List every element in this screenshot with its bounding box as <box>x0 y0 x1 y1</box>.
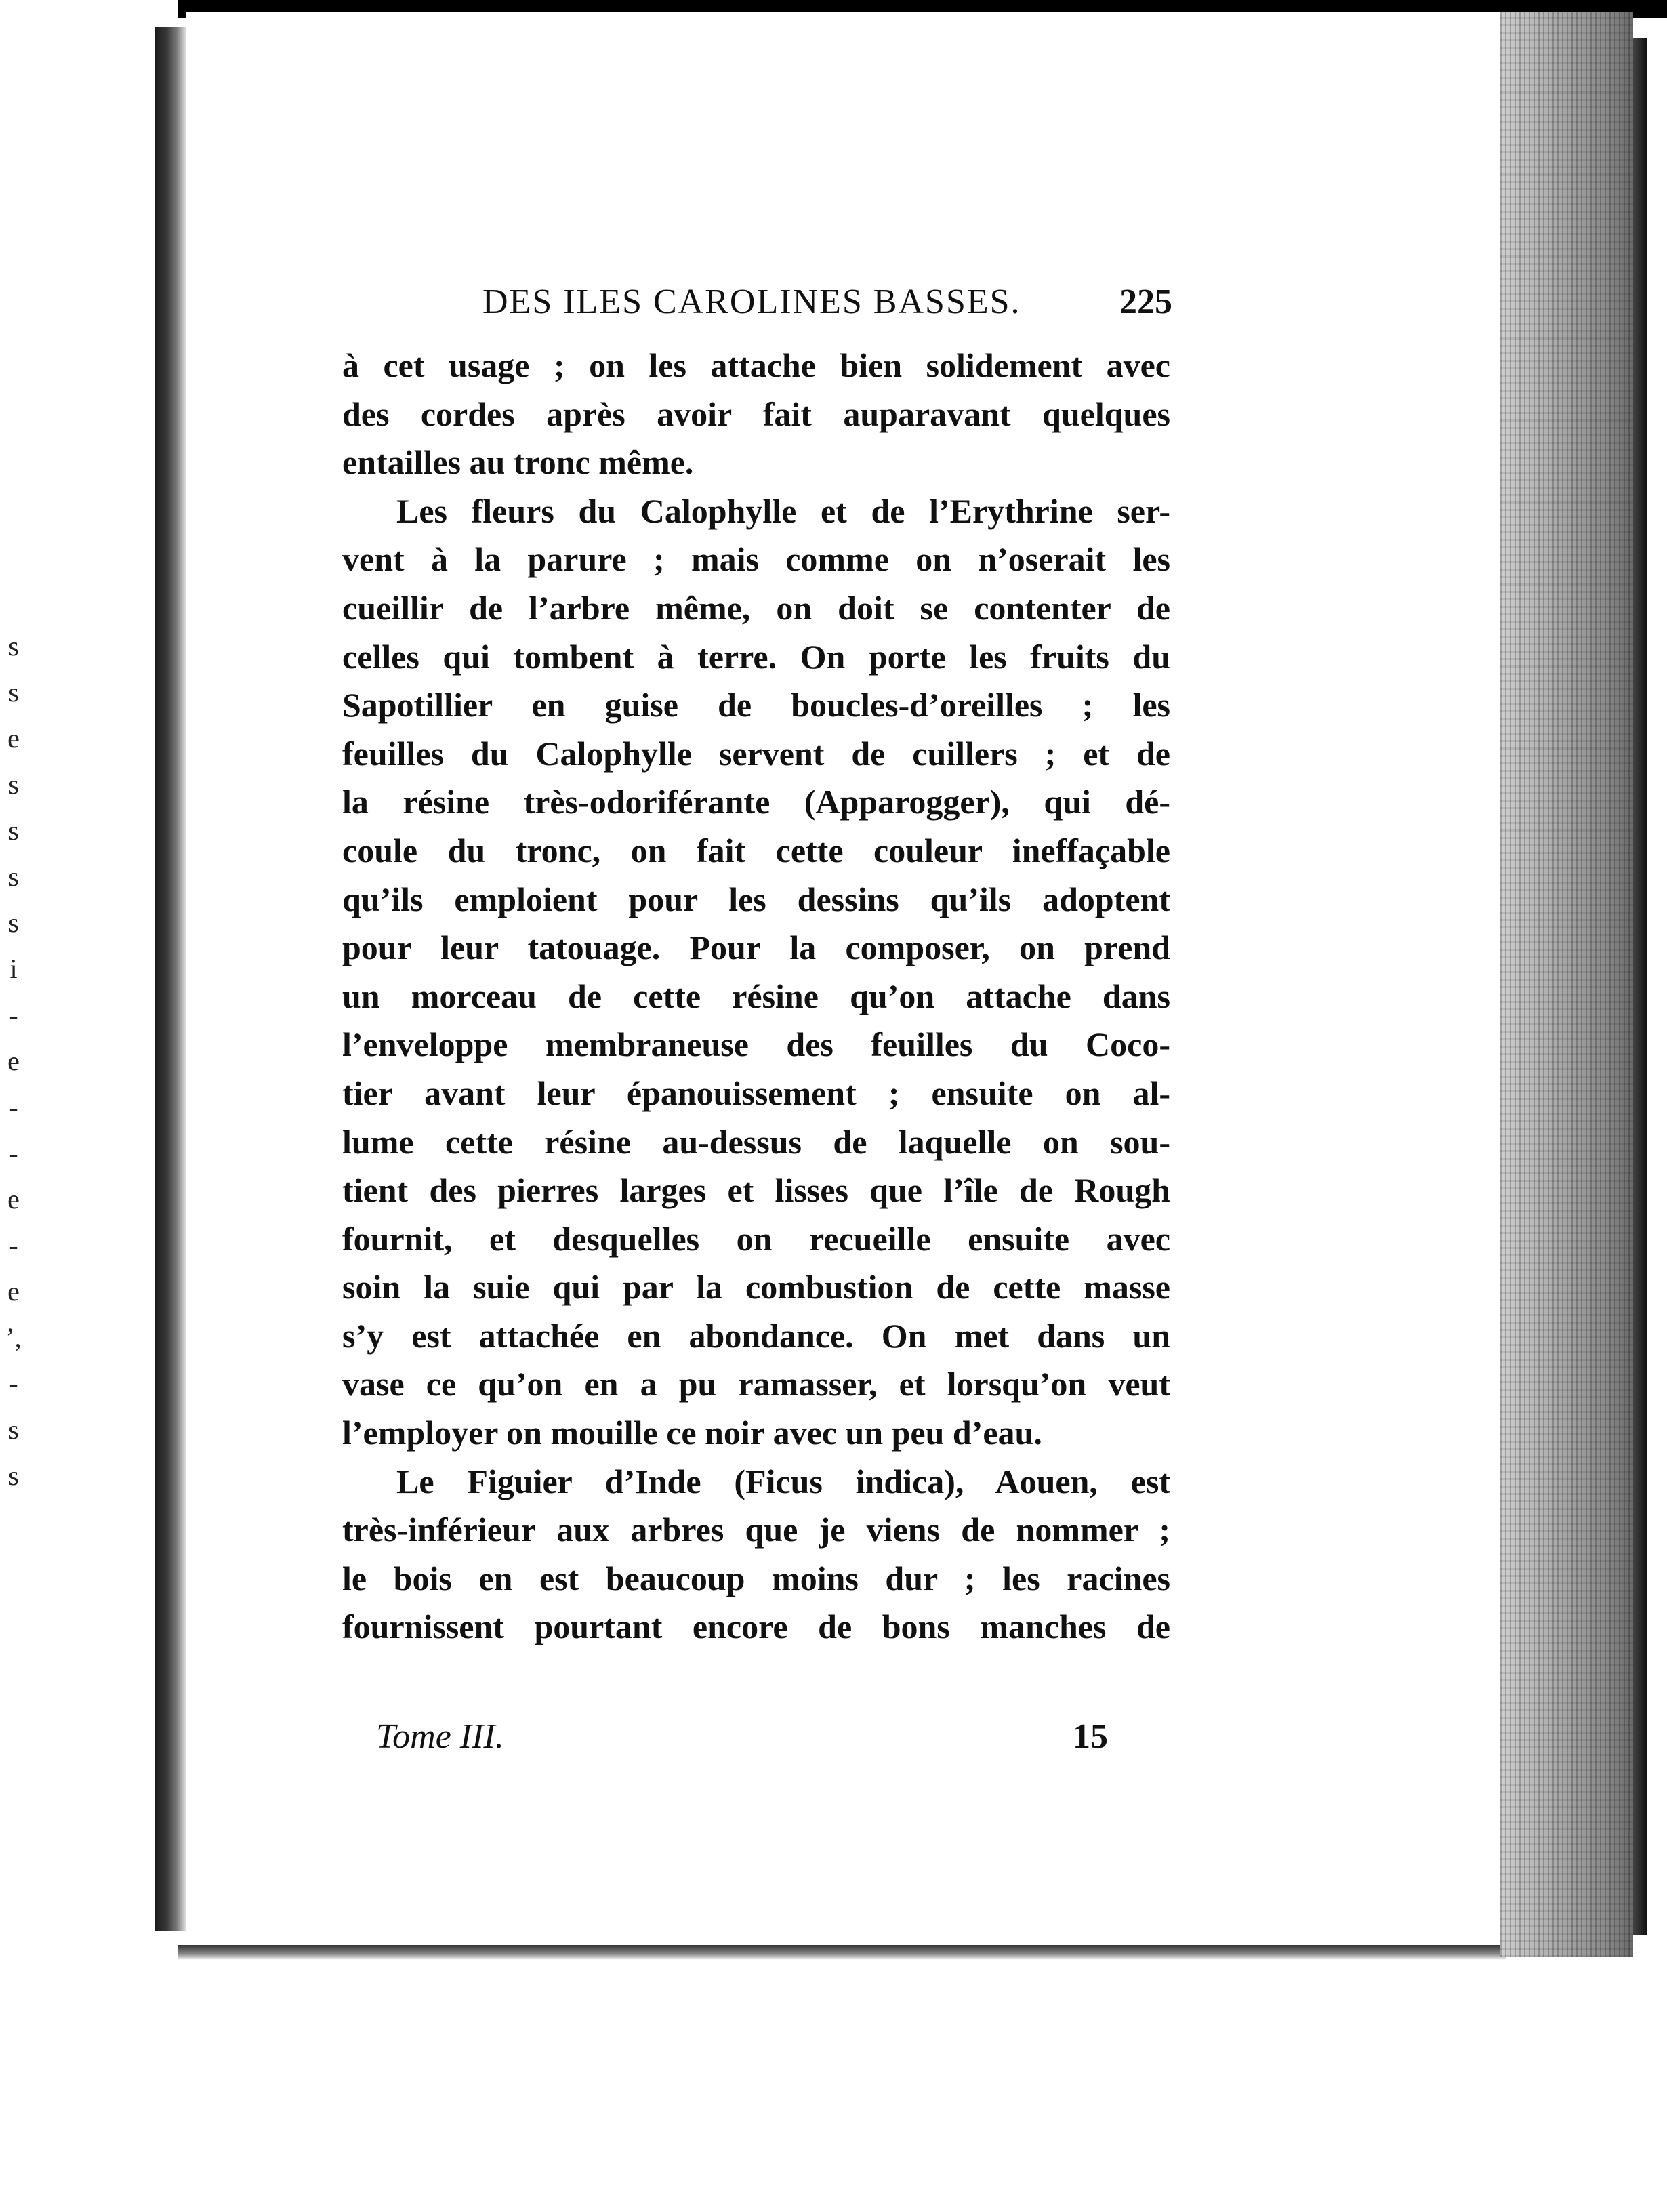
text-line: l’enveloppe membraneuse des feuilles du Coco- <box>342 1025 1170 1064</box>
page-footer <box>376 1717 1108 1764</box>
facing-page-glyph: s <box>8 631 19 661</box>
text-line: lume cette résine au-dessus de laquelle on sou- <box>342 1122 1170 1161</box>
facing-page-glyph: s <box>8 815 19 846</box>
text-line: Le Figuier d’Inde (Ficus indica), Aouen, est <box>396 1462 1170 1500</box>
facing-page-glyph: s <box>8 769 19 800</box>
text-line: tient des pierres larges et lisses que l’île de Rough <box>342 1171 1170 1210</box>
facing-page-glyph: - <box>9 1000 18 1030</box>
facing-page-glyph: - <box>9 1368 18 1399</box>
facing-page-glyph: s <box>8 1460 19 1491</box>
text-line: soin la suie qui par la combustion de cette masse <box>342 1268 1170 1307</box>
scan-right-border <box>1633 38 1647 1936</box>
text-line: le bois en est beaucoup moins dur ; les racines <box>342 1559 1170 1597</box>
text-line: coule du tronc, on fait cette couleur ineffaçable <box>342 831 1170 869</box>
facing-page-glyph: s <box>8 907 19 938</box>
facing-page-glyph: s <box>8 861 19 892</box>
body-text <box>342 342 1170 1652</box>
text-line: l’employer on mouille ce noir avec un peu d’eau. <box>342 1414 1042 1452</box>
text-line: Sapotillier en guise de boucles-d’oreilles ; les <box>342 686 1170 724</box>
running-head: DES ILES CAROLINES BASSES. <box>482 283 1021 321</box>
text-line: Les fleurs du Calophylle et de l’Erythrine ser- <box>396 491 1170 530</box>
text-line: celles qui tombent à terre. On porte les fruits du <box>342 637 1170 676</box>
facing-page-line-endings <box>0 623 27 1499</box>
page-fore-edge <box>1500 12 1633 1957</box>
gathering-number: 15 <box>1073 1717 1108 1756</box>
text-line: entailles au tronc même. <box>342 443 694 482</box>
text-line: fournissent pourtant encore de bons manches de <box>342 1607 1170 1646</box>
facing-page-glyph: s <box>8 677 19 708</box>
facing-page-glyph: - <box>9 1230 18 1261</box>
text-line: un morceau de cette résine qu’on attache dans <box>342 977 1170 1015</box>
text-line: très-inférieur aux arbres que je viens de nommer ; <box>342 1511 1170 1549</box>
text-line: des cordes après avoir fait auparavant quelques <box>342 394 1170 433</box>
text-line: pour leur tatouage. Pour la composer, on prend <box>342 928 1170 967</box>
text-line: vent à la parure ; mais comme on n’oserait les <box>342 540 1170 579</box>
page-bottom-shadow <box>178 1945 1506 1960</box>
facing-page-glyph: s <box>8 1414 19 1445</box>
facing-page-glyph: - <box>9 1092 18 1122</box>
facing-page-edge <box>0 0 178 2212</box>
page-header <box>482 282 1172 325</box>
facing-page-glyph: e <box>7 1046 20 1076</box>
page-number: 225 <box>1119 283 1172 321</box>
text-line: cueillir de l’arbre même, on doit se contenter de <box>342 588 1170 627</box>
facing-page-glyph: e <box>7 1184 20 1214</box>
book-gutter <box>155 27 186 1931</box>
text-line: feuilles du Calophylle servent de cuillers ; et de <box>342 734 1170 773</box>
volume-signature: Tome III. <box>376 1717 504 1756</box>
facing-page-glyph: e <box>7 723 20 754</box>
text-line: à cet usage ; on les attache bien solidement avec <box>342 346 1170 384</box>
facing-page-glyph: i <box>9 954 18 984</box>
facing-page-glyph: - <box>9 1138 18 1168</box>
facing-page-glyph: ’, <box>5 1322 22 1353</box>
text-line: s’y est attachée en abondance. On met dans un <box>342 1316 1170 1355</box>
text-line: fournit, et desquelles on recueille ensuite avec <box>342 1219 1170 1258</box>
text-line: vase ce qu’on en a pu ramasser, et lorsqu’on veut <box>342 1365 1170 1404</box>
text-line: tier avant leur épanouissement ; ensuite on al- <box>342 1073 1170 1112</box>
text-line: la résine très-odoriférante (Apparogger), qui dé- <box>342 783 1170 821</box>
facing-page-glyph: e <box>7 1276 20 1307</box>
text-line: qu’ils emploient pour les dessins qu’ils adoptent <box>342 880 1170 918</box>
